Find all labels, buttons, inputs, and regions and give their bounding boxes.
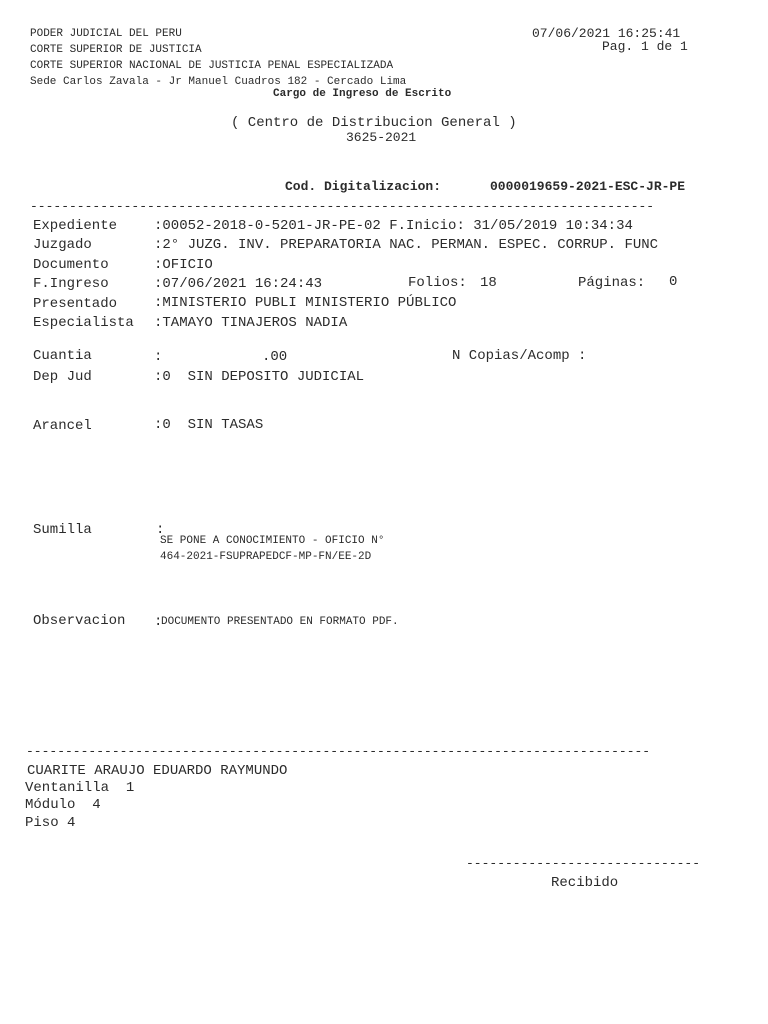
folios-label: Folios: <box>408 275 467 291</box>
header-national-court: CORTE SUPERIOR NACIONAL DE JUSTICIA PENAL ESPECIALIZADA <box>30 60 394 72</box>
sumilla-colon: : <box>156 522 165 538</box>
cuantia-label: Cuantia <box>33 348 92 364</box>
presentado-label: Presentado <box>33 296 118 312</box>
bottom-divider: -------------------------------------------------------------------------------- <box>26 745 651 758</box>
sumilla-line-2: 464-2021-FSUPRAPEDCF-MP-FN/EE-2D <box>160 551 372 563</box>
sumilla-label: Sumilla <box>33 522 92 538</box>
arancel-label: Arancel <box>33 418 92 434</box>
paginas-value: 0 <box>669 274 678 290</box>
documento-label: Documento <box>33 257 109 273</box>
arancel-value: :0 SIN TASAS <box>154 417 264 433</box>
header-court: CORTE SUPERIOR DE JUSTICIA <box>30 44 202 56</box>
distribution-number: 3625-2021 <box>346 130 417 145</box>
paginas-label: Páginas: <box>578 275 646 291</box>
documento-value: :OFICIO <box>154 257 213 273</box>
observacion-colon: : <box>154 614 163 630</box>
header-institution: PODER JUDICIAL DEL PERU <box>30 28 182 40</box>
modulo: Módulo 4 <box>25 797 101 813</box>
especialista-label: Especialista <box>33 315 134 331</box>
distribution-center: ( Centro de Distribucion General ) <box>231 115 517 131</box>
observacion-value: DOCUMENTO PRESENTADO EN FORMATO PDF. <box>161 616 399 628</box>
depjud-value: :0 SIN DEPOSITO JUDICIAL <box>154 369 365 385</box>
signature-line: ------------------------------ <box>466 856 701 871</box>
top-divider: -------------------------------------------------------------------------------- <box>30 200 655 213</box>
especialista-value: :TAMAYO TINAJEROS NADIA <box>154 315 348 331</box>
juzgado-value: :2° JUZG. INV. PREPARATORIA NAC. PERMAN. ESPEC. CORRUP. FUNC <box>154 237 659 253</box>
presentado-value: :MINISTERIO PUBLI MINISTERIO PÚBLICO <box>154 295 457 311</box>
header-page-number: Pag. 1 de 1 <box>602 39 688 54</box>
ventanilla: Ventanilla 1 <box>25 780 135 796</box>
header-datetime: 07/06/2021 16:25:41 <box>532 26 681 41</box>
observacion-label: Observacion <box>33 613 126 629</box>
clerk-name: CUARITE ARAUJO EDUARDO RAYMUNDO <box>27 763 288 779</box>
cuantia-value: .00 <box>262 349 288 365</box>
expediente-label: Expediente <box>33 218 118 234</box>
sumilla-line-1: SE PONE A CONOCIMIENTO - OFICIO N° <box>160 535 385 547</box>
header-address: Sede Carlos Zavala - Jr Manuel Cuadros 182 - Cercado Lima <box>30 76 407 88</box>
recibido-label: Recibido <box>551 875 619 891</box>
document-title: Cargo de Ingreso de Escrito <box>273 88 452 100</box>
depjud-label: Dep Jud <box>33 369 92 385</box>
piso: Piso 4 <box>25 815 76 831</box>
ncopias-label: N Copias/Acomp : <box>452 348 587 364</box>
expediente-value: :00052-2018-0-5201-JR-PE-02 F.Inicio: 31/05/2019 10:34:34 <box>154 218 633 234</box>
juzgado-label: Juzgado <box>33 237 92 253</box>
cuantia-colon: : <box>154 349 163 365</box>
cod-digitalizacion-value: 0000019659-2021-ESC-JR-PE <box>490 179 686 194</box>
fingreso-value: :07/06/2021 16:24:43 <box>154 276 323 292</box>
folios-value: 18 <box>480 275 497 291</box>
fingreso-label: F.Ingreso <box>33 276 109 292</box>
cod-digitalizacion-label: Cod. Digitalizacion: <box>285 179 442 194</box>
